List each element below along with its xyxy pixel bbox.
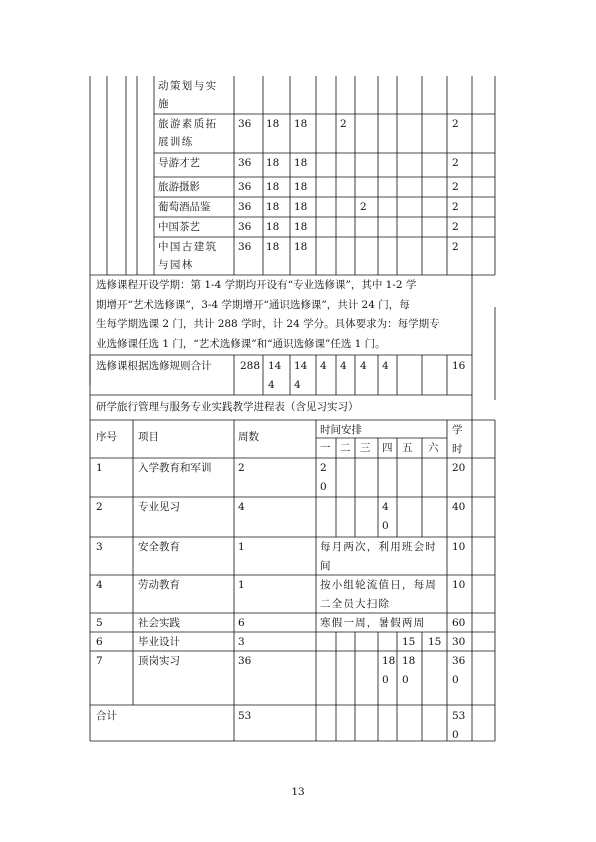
row-weeks: 2 (238, 462, 245, 474)
elective-value: 18 (266, 118, 280, 130)
elective-value: 36 (238, 118, 252, 130)
row-hours: 10 (452, 579, 466, 591)
row-no: 3 (96, 541, 103, 553)
semester-label: 六 (428, 442, 439, 454)
header-schedule: 时间安排 (320, 424, 362, 436)
row-no: 1 (96, 462, 103, 474)
total-hours: 53 0 (452, 710, 466, 741)
elective-value: 36 (238, 181, 252, 193)
header-item: 项目 (138, 431, 159, 443)
row-item: 安全教育 (138, 541, 180, 553)
row-semester: 2 0 (320, 462, 327, 493)
row-semester: 15 (428, 636, 442, 648)
elective-value: 18 (266, 221, 280, 233)
row-hours: 30 (452, 636, 466, 648)
row-hours: 10 (452, 541, 466, 553)
elective-value: 2 (340, 118, 347, 130)
row-semester: 18 0 (382, 655, 396, 686)
header-no: 序号 (96, 431, 117, 443)
elective-value: 18 (294, 221, 308, 233)
header-hours: 学 时 (452, 424, 463, 455)
row-weeks: 36 (238, 655, 252, 667)
elective-value: 2 (452, 181, 459, 193)
elective-name: 中国茶艺 (158, 221, 200, 233)
row-hours: 40 (452, 501, 466, 513)
row-weeks: 3 (238, 636, 245, 648)
row-item: 入学教育和军训 (138, 462, 212, 474)
elective-name: 葡萄酒品鉴 (158, 201, 211, 213)
row-hours: 60 (452, 617, 466, 629)
elective-note-line: 业选修课任选 1 门，“艺术选修课”和“通识选修课”任选 1 门。 (96, 337, 386, 350)
subtotal-value: 4 (320, 360, 327, 372)
subtotal-value: 4 (340, 360, 347, 372)
elective-value: 2 (452, 221, 459, 233)
elective-value: 18 (294, 181, 308, 193)
row-no: 6 (96, 636, 103, 648)
row-note: 每月两次，利用班会时 间 (320, 541, 437, 572)
row-semester: 15 (402, 636, 416, 648)
row-semester: 18 0 (402, 655, 416, 686)
row-weeks: 6 (238, 617, 245, 629)
row-item: 专业见习 (138, 501, 180, 513)
semester-label: 三 (360, 442, 371, 454)
subtotal-value: 288 (240, 360, 261, 372)
elective-value: 2 (452, 201, 459, 213)
elective-value: 18 (266, 201, 280, 213)
row-semester: 4 0 (382, 501, 389, 532)
subtotal-label: 选修课根据选修规则合计 (96, 360, 212, 372)
elective-name: 旅游素质拓 展训练 (158, 118, 218, 148)
subtotal-value: 4 (382, 360, 389, 372)
row-weeks: 1 (238, 579, 245, 591)
elective-name: 中国古建筑 与园林 (158, 241, 218, 271)
row-weeks: 4 (238, 501, 245, 513)
total-weeks: 53 (238, 710, 252, 722)
row-hours: 20 (452, 462, 466, 474)
row-item: 劳动教育 (138, 579, 180, 591)
row-item: 毕业设计 (138, 636, 180, 648)
page-number: 13 (291, 786, 305, 798)
subtotal-value: 16 (452, 360, 466, 372)
semester-label: 二 (340, 442, 351, 454)
row-weeks: 1 (238, 541, 245, 553)
elective-value: 18 (294, 241, 308, 253)
row-no: 5 (96, 617, 103, 629)
practice-title: 研学旅行管理与服务专业实践教学进程表（含见习实习） (96, 401, 359, 413)
subtotal-value: 14 4 (268, 360, 282, 391)
elective-name: 旅游摄影 (158, 181, 200, 193)
elective-value: 2 (360, 201, 367, 213)
elective-note-line: 生每学期选课 2 门，共计 288 学时，计 24 学分。具体要求为：每学期专 (96, 318, 440, 330)
elective-value: 18 (294, 157, 308, 169)
elective-value: 18 (266, 181, 280, 193)
elective-name: 导游才艺 (158, 157, 200, 169)
semester-label: 五 (402, 442, 413, 454)
row-item: 社会实践 (138, 617, 180, 629)
row-hours: 36 0 (452, 655, 466, 686)
subtotal-value: 4 (360, 360, 367, 372)
row-note: 寒假一周，暑假两周 (320, 617, 426, 629)
elective-name: 动策划与实 施 (158, 80, 218, 110)
elective-value: 18 (266, 157, 280, 169)
elective-value: 18 (294, 201, 308, 213)
elective-value: 2 (452, 118, 459, 130)
subtotal-value: 14 4 (294, 360, 308, 391)
elective-value: 36 (238, 157, 252, 169)
semester-label: 一 (320, 442, 331, 454)
row-no: 4 (96, 579, 103, 591)
row-no: 2 (96, 501, 103, 513)
total-label: 合计 (96, 710, 117, 722)
row-no: 7 (96, 655, 103, 667)
elective-value: 36 (238, 221, 252, 233)
elective-value: 2 (452, 241, 459, 253)
elective-value: 36 (238, 241, 252, 253)
header-weeks: 周数 (238, 431, 259, 443)
elective-note-line: 选修课程开设学期：第 1-4 学期均开设有“专业选修课”，其中 1-2 学 (96, 279, 417, 291)
row-item: 顶岗实习 (138, 655, 180, 667)
elective-value: 18 (294, 118, 308, 130)
elective-value: 36 (238, 201, 252, 213)
semester-label: 四 (382, 442, 393, 454)
elective-value: 2 (452, 157, 459, 169)
elective-note-line: 期增开“艺术选修课”，3-4 学期增开“通识选修课”，共计 24 门，每 (96, 298, 410, 311)
elective-value: 18 (266, 241, 280, 253)
row-note: 按小组轮流值日，每周 二全员大扫除 (320, 579, 437, 610)
